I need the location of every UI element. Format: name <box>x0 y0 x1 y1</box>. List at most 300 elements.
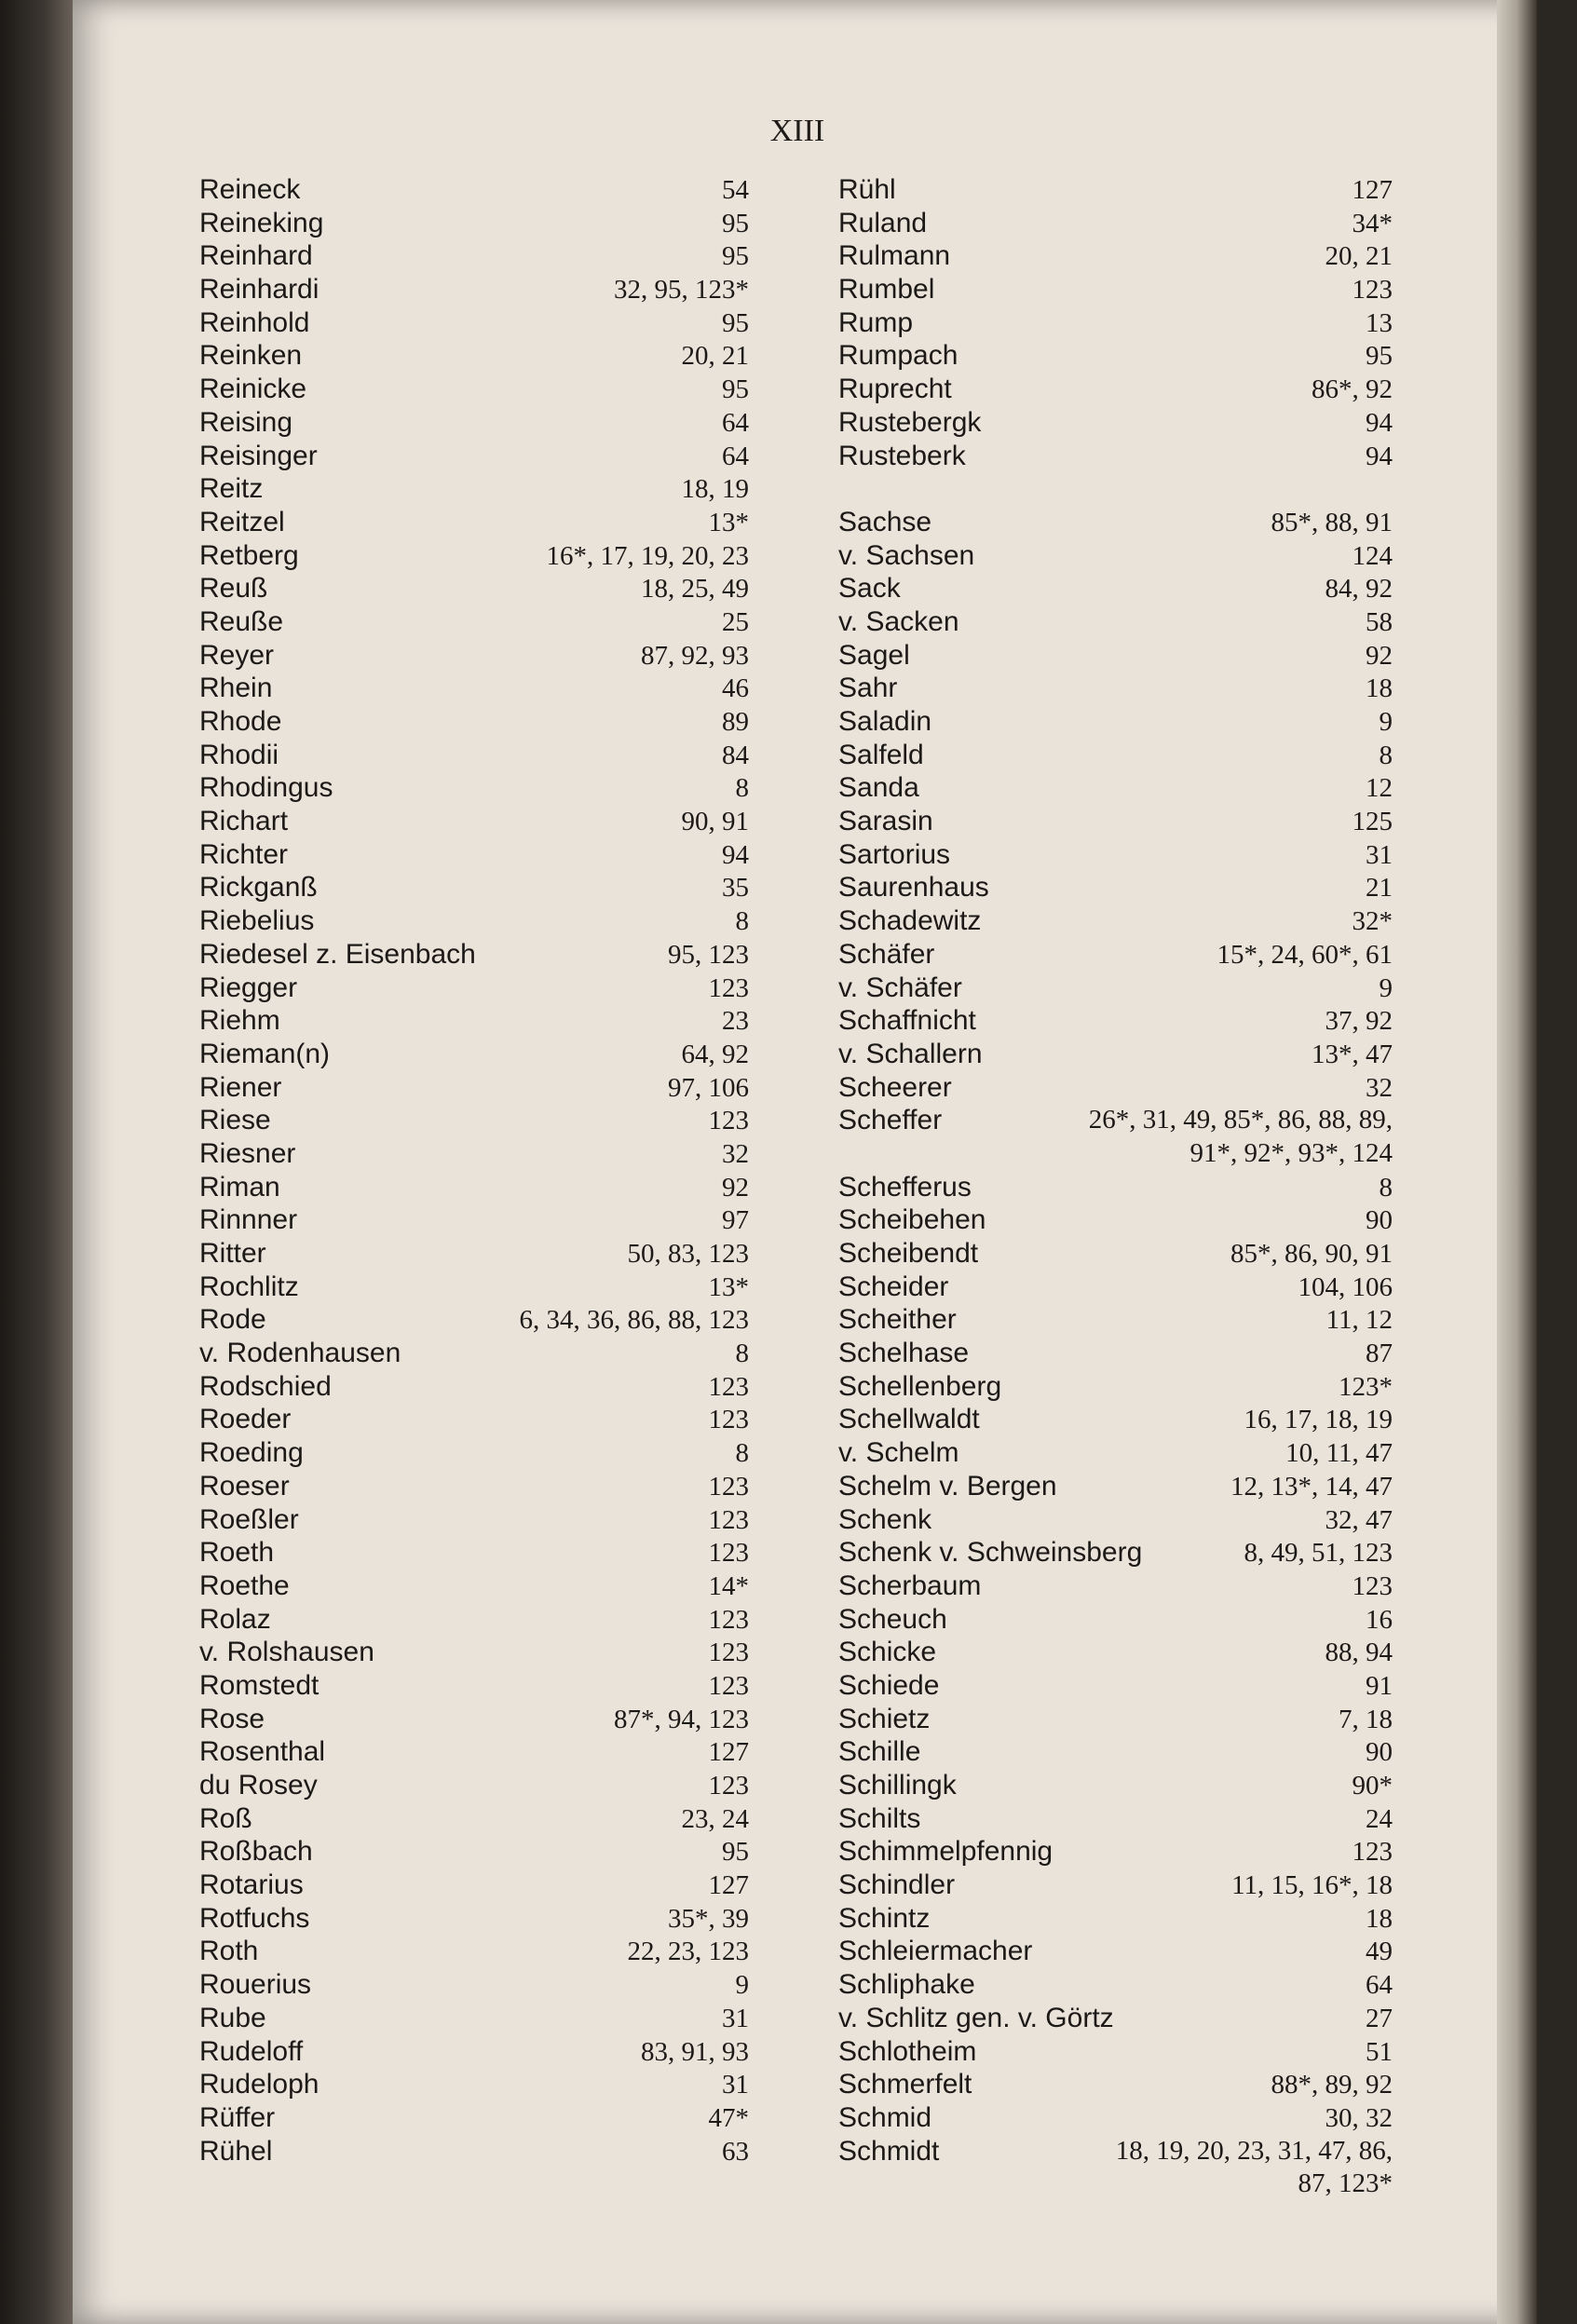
index-entry <box>838 1902 1393 1936</box>
index-entry <box>199 1835 749 1869</box>
entry-name: Rosenthal <box>199 1736 326 1768</box>
entry-pages: 21 <box>1366 873 1393 904</box>
index-entry <box>838 506 1393 539</box>
index-entry <box>838 1669 1393 1703</box>
entry-name: v. Sachsen <box>838 539 975 571</box>
index-entry <box>838 1735 1393 1769</box>
page-number: XIII <box>769 114 825 148</box>
index-entry <box>838 1570 1393 1603</box>
index-entry <box>199 1968 749 2002</box>
entry-name: Rotarius <box>199 1869 304 1901</box>
entry-pages: 14* <box>708 1570 749 1601</box>
entry-name: Riedesel z. Eisenbach <box>199 938 476 970</box>
entry-pages: 83, 91, 93 <box>641 2036 749 2067</box>
entry-pages: 32* <box>1352 906 1393 937</box>
entry-name: Rochlitz <box>199 1271 299 1302</box>
entry-name: Schimmelpfennig <box>838 1836 1054 1868</box>
index-entry <box>838 1271 1393 1304</box>
entry-pages: 7, 18 <box>1339 1704 1393 1734</box>
index-entry <box>838 306 1393 340</box>
entry-pages: 13* <box>708 507 749 537</box>
index-entry <box>199 1935 749 1968</box>
index-entry <box>199 705 749 739</box>
index-entry <box>838 1403 1393 1436</box>
entry-pages: 89 <box>722 707 749 737</box>
index-entry <box>838 239 1393 273</box>
index-entry <box>838 2068 1393 2101</box>
entry-name: Riesner <box>199 1137 296 1169</box>
entry-name: v. Rolshausen <box>199 1637 374 1668</box>
index-entry <box>838 339 1393 373</box>
entry-pages: 97 <box>722 1205 749 1236</box>
entry-pages: 87 <box>1366 1339 1393 1369</box>
index-entry <box>199 2135 749 2168</box>
entry-name: Sachse <box>838 506 932 537</box>
entry-pages: 123 <box>708 1106 749 1136</box>
entry-pages: 34* <box>1352 208 1393 238</box>
entry-pages: 20, 21 <box>1325 241 1393 272</box>
entry-pages: 35 <box>722 873 749 904</box>
entry-name: Reuß <box>199 573 268 605</box>
entry-name: Romstedt <box>199 1669 319 1701</box>
entry-name: Sack <box>838 573 901 605</box>
entry-pages: 88, 94 <box>1325 1638 1393 1668</box>
index-entry <box>199 1603 749 1637</box>
entry-pages: 95 <box>722 1837 749 1868</box>
index-entry <box>199 972 749 1005</box>
index-entry <box>199 1271 749 1304</box>
entry-pages: 123 <box>708 1638 749 1668</box>
entry-name: Roeßler <box>199 1503 299 1535</box>
entry-name: Ruland <box>838 207 928 238</box>
entry-pages: 123 <box>708 1471 749 1502</box>
entry-pages: 18 <box>1366 1903 1393 1934</box>
index-entry <box>838 1968 1393 2002</box>
entry-name: Roßbach <box>199 1836 313 1868</box>
entry-name: Retberg <box>199 539 299 571</box>
entry-name: Reyer <box>199 639 275 671</box>
entry-pages: 25 <box>722 606 749 637</box>
index-entry <box>199 1436 749 1470</box>
entry-pages: 37, 92 <box>1325 1006 1393 1037</box>
index-entry <box>838 972 1393 1005</box>
entry-pages: 18, 25, 49 <box>641 574 749 605</box>
entry-pages: 31 <box>722 2070 749 2100</box>
entry-name: Scheuch <box>838 1603 947 1635</box>
index-entry <box>199 1869 749 1902</box>
index-entry <box>838 1071 1393 1105</box>
index-entry <box>199 406 749 440</box>
entry-pages: 95 <box>722 241 749 272</box>
entry-pages: 84, 92 <box>1325 574 1393 605</box>
entry-pages: 31 <box>1366 839 1393 870</box>
index-entry <box>838 273 1393 306</box>
entry-pages: 90, 91 <box>681 807 749 837</box>
entry-pages: 32 <box>1366 1072 1393 1103</box>
index-entry <box>199 1237 749 1271</box>
entry-name: Rühel <box>199 2135 273 2167</box>
entry-pages: 13*, 47 <box>1312 1039 1393 1069</box>
entry-name: Riener <box>199 1071 282 1103</box>
index-column-left <box>199 173 749 2168</box>
entry-pages: 64 <box>722 407 749 438</box>
entry-pages: 10, 11, 47 <box>1285 1438 1393 1469</box>
entry-pages: 8 <box>735 906 749 937</box>
entry-pages: 8 <box>735 1438 749 1469</box>
entry-pages: 123 <box>708 1670 749 1701</box>
index-entry <box>199 904 749 938</box>
entry-name: Scheffer <box>838 1105 943 1136</box>
entry-name: v. Schallern <box>838 1038 983 1069</box>
entry-pages: 9 <box>1379 707 1393 737</box>
entry-pages: 13 <box>1366 307 1393 338</box>
index-entry <box>838 771 1393 805</box>
entry-name: Rudeloph <box>199 2069 319 2100</box>
entry-name: v. Sacken <box>838 605 959 637</box>
index-entry <box>838 1869 1393 1902</box>
entry-name: Richart <box>199 806 289 837</box>
index-entry <box>838 1536 1393 1570</box>
entry-name: Scheerer <box>838 1071 952 1103</box>
entry-name: Riebelius <box>199 905 315 937</box>
entry-pages: 123 <box>1352 1570 1393 1601</box>
entry-name: Rose <box>199 1703 265 1734</box>
entry-name: Rinnner <box>199 1204 298 1236</box>
entry-name: Roeding <box>199 1437 304 1469</box>
index-entry <box>838 1603 1393 1637</box>
index-entry <box>199 1104 749 1137</box>
entry-name: Roß <box>199 1802 252 1834</box>
entry-name: Rodschied <box>199 1370 332 1402</box>
entry-pages: 8 <box>735 773 749 804</box>
index-entry <box>838 1337 1393 1370</box>
entry-pages: 92 <box>722 1172 749 1203</box>
entry-pages: 85*, 86, 90, 91 <box>1230 1239 1393 1269</box>
entry-pages: 92 <box>1366 640 1393 671</box>
entry-name: Scherbaum <box>838 1570 982 1601</box>
index-entry <box>199 1171 749 1204</box>
entry-name: Rotfuchs <box>199 1902 310 1934</box>
index-entry <box>838 572 1393 605</box>
entry-pages: 95 <box>722 208 749 238</box>
entry-pages: 86*, 92 <box>1312 374 1393 405</box>
entry-pages: 123 <box>708 1371 749 1402</box>
index-entry <box>838 1470 1393 1503</box>
entry-pages: 94 <box>1366 407 1393 438</box>
index-entry <box>838 672 1393 705</box>
entry-pages: 11, 15, 16*, 18 <box>1231 1870 1393 1901</box>
entry-pages: 9 <box>1379 972 1393 1003</box>
entry-name: Rühl <box>838 174 896 205</box>
entry-name: Scheider <box>838 1271 949 1302</box>
index-entry <box>838 1835 1393 1869</box>
entry-name: Reinhard <box>199 240 313 272</box>
entry-pages: 125 <box>1352 807 1393 837</box>
entry-name: Reising <box>199 406 293 438</box>
entry-pages: 23 <box>722 1006 749 1037</box>
index-entry <box>199 871 749 904</box>
index-entry <box>838 838 1393 872</box>
index-entry <box>199 1570 749 1603</box>
entry-name: Rouerius <box>199 1969 312 2001</box>
index-entry <box>199 306 749 340</box>
index-entry <box>838 1171 1393 1204</box>
index-entry <box>838 938 1393 972</box>
index-entry <box>838 207 1393 240</box>
entry-pages: 9 <box>735 1970 749 2001</box>
index-entry <box>199 838 749 872</box>
entry-pages: 18, 19 <box>681 474 749 505</box>
index-entry <box>838 2002 1393 2035</box>
index-entry <box>838 904 1393 938</box>
entry-pages: 8 <box>735 1339 749 1369</box>
entry-name: Reuße <box>199 605 284 637</box>
entry-name: Riegger <box>199 972 298 1003</box>
entry-pages: 104, 106 <box>1298 1271 1393 1302</box>
index-entry <box>199 2035 749 2069</box>
index-entry <box>199 1802 749 1836</box>
entry-pages: 27 <box>1366 2003 1393 2033</box>
index-entry <box>838 1370 1393 1404</box>
index-entry <box>199 1503 749 1537</box>
entry-pages: 123* <box>1339 1371 1393 1402</box>
entry-pages: 26*, 31, 49, 85*, 86, 88, 89, <box>1088 1105 1393 1135</box>
index-entry <box>838 639 1393 673</box>
entry-pages: 46 <box>722 673 749 704</box>
entry-name: Rusteberk <box>838 440 966 471</box>
entry-pages: 97, 106 <box>668 1072 749 1103</box>
entry-pages: 94 <box>722 839 749 870</box>
entry-pages: 11, 12 <box>1325 1305 1393 1336</box>
index-entry <box>199 506 749 539</box>
entry-pages: 64, 92 <box>681 1039 749 1069</box>
entry-pages: 16*, 17, 19, 20, 23 <box>546 540 749 571</box>
entry-name: Rump <box>838 306 914 338</box>
entry-name: Rhodii <box>199 739 279 770</box>
entry-name: Schefferus <box>838 1171 972 1203</box>
index-entry <box>838 2035 1393 2069</box>
index-entry <box>838 1636 1393 1669</box>
index-entry <box>838 2101 1393 2135</box>
entry-name: Richter <box>199 838 289 870</box>
index-entry <box>199 1137 749 1171</box>
index-entry <box>199 672 749 705</box>
entry-name: Schmerfelt <box>838 2069 972 2100</box>
entry-name: Scheibendt <box>838 1238 979 1269</box>
index-entry <box>199 572 749 605</box>
entry-pages: 12 <box>1366 773 1393 804</box>
index-entry <box>838 871 1393 904</box>
entry-name: Schellwaldt <box>838 1404 980 1435</box>
index-entry <box>199 1536 749 1570</box>
entry-pages: 123 <box>1352 1837 1393 1868</box>
entry-pages: 123 <box>708 1771 749 1801</box>
entry-pages-continued: 87, 123* <box>1298 2168 1393 2199</box>
index-entry <box>838 1703 1393 1736</box>
entry-pages: 18 <box>1366 673 1393 704</box>
index-entry <box>838 539 1393 573</box>
entry-name: Reinken <box>199 340 303 372</box>
index-entry <box>199 1370 749 1404</box>
entry-name: Reisinger <box>199 440 318 471</box>
entry-name: Rudeloff <box>199 2035 304 2067</box>
index-entry <box>838 1303 1393 1337</box>
index-entry <box>838 1503 1393 1537</box>
entry-pages: 127 <box>708 1870 749 1901</box>
entry-pages: 95 <box>722 307 749 338</box>
index-entry <box>838 1038 1393 1071</box>
entry-pages: 23, 24 <box>681 1803 749 1834</box>
index-entry <box>199 1669 749 1703</box>
index-entry <box>838 1203 1393 1237</box>
entry-name: Schintz <box>838 1902 931 1934</box>
entry-name: Rhode <box>199 706 282 737</box>
entry-pages: 22, 23, 123 <box>627 1937 749 1967</box>
entry-pages: 47* <box>708 2102 749 2133</box>
index-entry <box>199 373 749 406</box>
entry-name: Roeth <box>199 1537 275 1569</box>
index-column-right <box>838 173 1393 2201</box>
index-entry <box>199 173 749 207</box>
entry-pages: 15*, 24, 60*, 61 <box>1217 939 1393 970</box>
index-entry <box>838 440 1393 473</box>
entry-pages: 64 <box>1366 1970 1393 2001</box>
entry-name: Roeser <box>199 1470 290 1502</box>
entry-pages: 24 <box>1366 1803 1393 1834</box>
entry-name: Reineking <box>199 207 324 238</box>
entry-name: Reinicke <box>199 374 307 405</box>
index-entry <box>838 472 1393 506</box>
index-entry <box>199 805 749 838</box>
entry-pages: 127 <box>1352 175 1393 205</box>
index-entry <box>199 1403 749 1436</box>
entry-pages: 63 <box>722 2136 749 2167</box>
entry-name: v. Schelm <box>838 1437 959 1469</box>
entry-pages: 85*, 88, 91 <box>1271 507 1393 537</box>
entry-name: Rhodingus <box>199 772 333 804</box>
index-entry <box>199 440 749 473</box>
page-edge <box>1497 0 1537 2324</box>
entry-name: Reinhold <box>199 306 310 338</box>
entry-name: Scheither <box>838 1304 957 1336</box>
entry-name: Schleiermacher <box>838 1936 1033 1967</box>
entry-pages: 31 <box>722 2003 749 2033</box>
index-entry <box>199 1703 749 1736</box>
entry-pages: 8 <box>1379 740 1393 770</box>
entry-name: Schellenberg <box>838 1370 1002 1402</box>
index-entry <box>838 1004 1393 1038</box>
index-entry <box>199 239 749 273</box>
entry-name: Schäfer <box>838 938 935 970</box>
entry-name: Roeder <box>199 1404 292 1435</box>
entry-pages: 13* <box>708 1271 749 1302</box>
entry-name: Rumpach <box>838 340 958 372</box>
entry-name: Rolaz <box>199 1603 271 1635</box>
index-entry <box>838 705 1393 739</box>
entry-name: Schillingk <box>838 1770 957 1801</box>
entry-name: Sarasin <box>838 806 933 837</box>
index-entry <box>838 373 1393 406</box>
entry-name: v. Schäfer <box>838 972 962 1003</box>
entry-name: Riman <box>199 1171 280 1203</box>
entry-name: Schietz <box>838 1703 931 1734</box>
entry-pages: 51 <box>1366 2036 1393 2067</box>
entry-pages: 91 <box>1366 1670 1393 1701</box>
entry-name: Sagel <box>838 639 910 671</box>
entry-name: v. Schlitz gen. v. Görtz <box>838 2002 1114 2033</box>
entry-name: Schliphake <box>838 1969 975 2001</box>
entry-name: Rustebergk <box>838 406 982 438</box>
index-entry <box>199 771 749 805</box>
entry-pages: 32, 95, 123* <box>614 275 749 306</box>
entry-name: Schenk v. Schweinsberg <box>838 1537 1143 1569</box>
index-entry <box>838 2135 1393 2201</box>
index-entry <box>199 639 749 673</box>
entry-name: Rhein <box>199 673 273 704</box>
entry-name: Schilts <box>838 1802 921 1834</box>
entry-pages-continued: 91*, 92*, 93*, 124 <box>1190 1137 1393 1168</box>
entry-name: Schelhase <box>838 1338 970 1369</box>
index-entry <box>199 1337 749 1370</box>
index-entry <box>838 1436 1393 1470</box>
entry-name: Rieman(n) <box>199 1038 331 1069</box>
index-entry <box>199 207 749 240</box>
entry-pages: 18, 19, 20, 23, 31, 47, 86, <box>1115 2135 1393 2166</box>
index-entry <box>199 2101 749 2135</box>
entry-name: Schadewitz <box>838 905 982 937</box>
entry-pages: 95 <box>722 374 749 405</box>
entry-name: Salfeld <box>838 739 924 770</box>
index-entry <box>199 1902 749 1936</box>
entry-name: Schille <box>838 1736 921 1768</box>
entry-name: Sartorius <box>838 838 951 870</box>
index-entry <box>199 1203 749 1237</box>
index-entry <box>199 539 749 573</box>
entry-pages: 58 <box>1366 606 1393 637</box>
entry-pages: 8 <box>1379 1172 1393 1203</box>
entry-name: Riehm <box>199 1005 280 1037</box>
entry-name: Rode <box>199 1304 266 1336</box>
entry-pages: 50, 83, 123 <box>627 1239 749 1269</box>
index-entry <box>838 805 1393 838</box>
index-entry <box>838 1237 1393 1271</box>
index-entry <box>838 1802 1393 1836</box>
entry-name: Saurenhaus <box>838 872 989 904</box>
entry-name: Rulmann <box>838 240 951 272</box>
entry-name: Schmidt <box>838 2135 940 2167</box>
entry-name: Schlotheim <box>838 2035 977 2067</box>
entry-pages: 90 <box>1366 1205 1393 1236</box>
entry-pages: 16 <box>1366 1604 1393 1635</box>
index-entry <box>199 1769 749 1802</box>
entry-pages: 88*, 89, 92 <box>1271 2070 1393 2100</box>
entry-pages: 123 <box>1352 275 1393 306</box>
entry-name: Riese <box>199 1105 271 1136</box>
entry-name: Saladin <box>838 706 932 737</box>
entry-name: Reitzel <box>199 506 285 537</box>
entry-name: Sanda <box>838 772 919 804</box>
entry-pages: 124 <box>1352 540 1393 571</box>
index-entry <box>838 1769 1393 1802</box>
entry-name: Reineck <box>199 174 301 205</box>
index-entry <box>199 1004 749 1038</box>
index-entry <box>838 1104 1393 1170</box>
index-entry <box>199 1071 749 1105</box>
entry-name: Ritter <box>199 1238 266 1269</box>
entry-pages: 64 <box>722 441 749 471</box>
index-entry <box>199 605 749 639</box>
entry-name: Schiede <box>838 1669 940 1701</box>
